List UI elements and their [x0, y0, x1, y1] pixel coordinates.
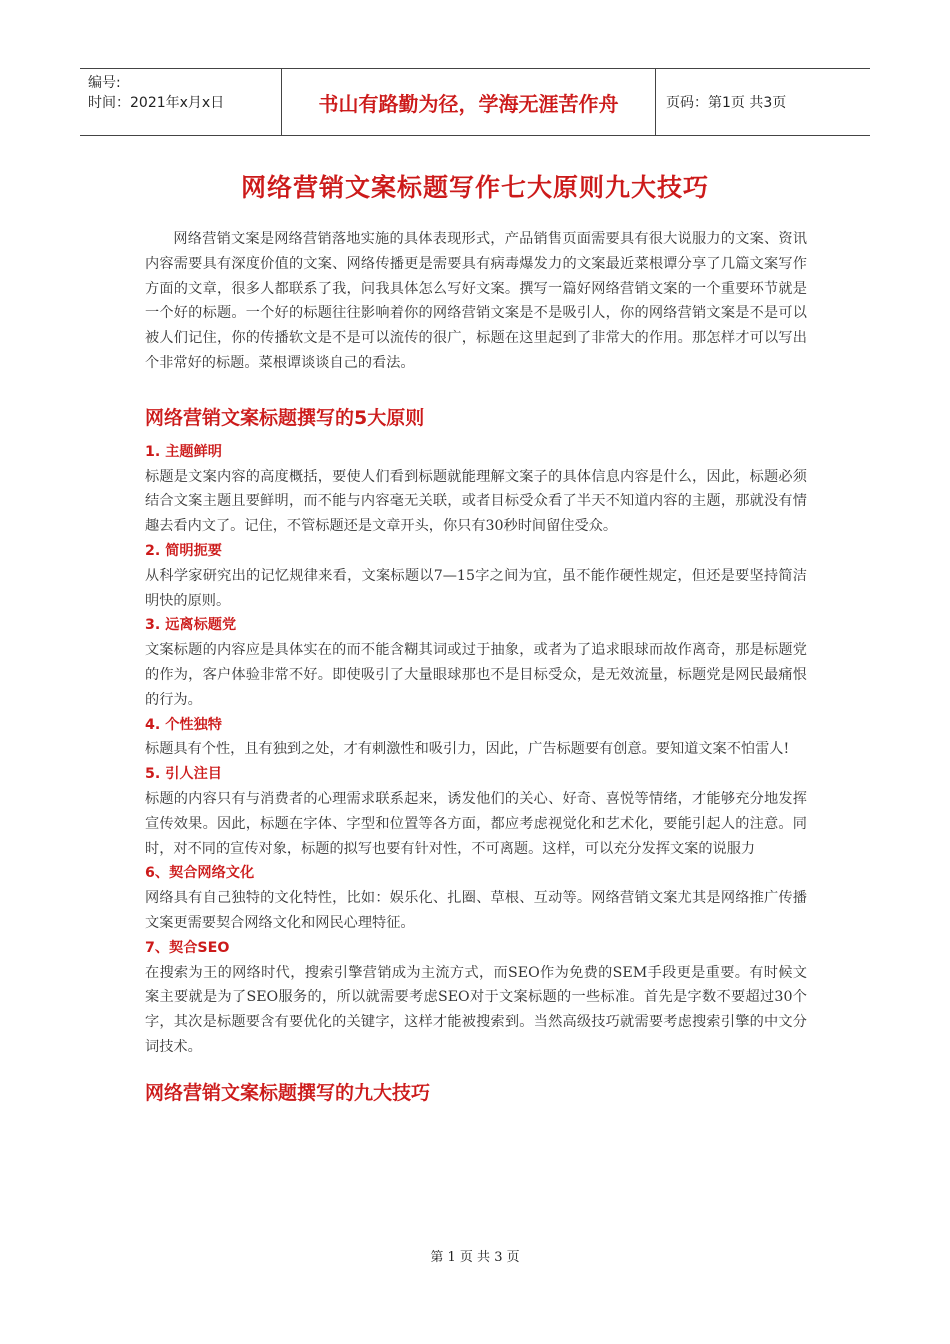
principle-body: 文案标题的内容应是具体实在的而不能含糊其词或过于抽象，或者为了追求眼球而故作离奇，那是标题党的作为，客户体验非常不好。即使吸引了大量眼球那也不是目标受众，是无效流量，标题党是网民最痛恨的行为。 [145, 642, 807, 708]
principle-body: 在搜索为王的网络时代，搜索引擎营销成为主流方式，而SEO作为免费的SEM手段更是重要。有时候文案主要就是为了SEO服务的，所以就需要考虑SEO对于文案标题的一些标准。首先是字数不要超过30个字，其次是标题要含有要优化的关键字，这样才能被搜索到。当然高级技巧就需要考虑搜索引擎的中文分词技术。 [145, 964, 807, 1055]
principle-body: 标题的内容只有与消费者的心理需求联系起来，诱发他们的关心、好奇、喜悦等情绪，才能够充分地发挥宣传效果。因此，标题在字体、字型和位置等各方面，都应考虑视觉化和艺术化，要能引起人的注意。同时，对不同的宣传对象，标题的拟写也要有针对性，不可离题。这样，可以充分发挥文案的说服力 [145, 790, 807, 857]
section-heading-principles: 网络营销文案标题撰写的5大原则 [145, 406, 425, 429]
principle-heading: 7、契合SEO [145, 939, 230, 956]
document-title: 网络营销文案标题写作七大原则九大技巧 [240, 173, 709, 202]
principle-heading: 2. 简明扼要 [145, 542, 222, 559]
principle-list [145, 440, 807, 1060]
principle-body: 标题具有个性，且有独到之处，才有刺激性和吸引力，因此，广告标题要有创意。要知道文案不怕雷人! [145, 741, 790, 758]
page-footer: 第 1 页 共 3 页 [430, 1250, 520, 1265]
principle-heading: 4. 个性独特 [145, 716, 222, 733]
principle-heading: 3. 远离标题党 [145, 617, 237, 634]
time-label: 时间：2021年x月x日 [88, 95, 225, 111]
intro-paragraph: 网络营销文案是网络营销落地实施的具体表现形式，产品销售页面需要具有很大说服力的文案、资讯内容需要具有深度价值的文案、网络传播更是需要具有病毒爆发力的文案最近菜根谭分享了几篇文案写作方面的文章，很多人都联系了我，问我具体怎么写好文案。撰写一篇好网络营销文案的一个重要环节就是一个好的标题。一个好的标题往往影响着你的网络营销文案是不是吸引人，你的网络营销文案是不是可以被人们记住，你的传播软文是不是可以流传的很广，标题在这里起到了非常大的作用。那怎样才可以写出个非常好的标题。菜根谭谈谈自己的看法。 [145, 231, 807, 371]
header-motto: 书山有路勤为径，学海无涯苦作舟 [282, 69, 656, 135]
principle-heading: 5. 引人注目 [145, 766, 222, 783]
principle-heading: 6、契合网络文化 [145, 865, 255, 882]
principle-body: 从科学家研究出的记忆规律来看，文案标题以7—15字之间为宜，虽不能作硬性规定，但还是要坚持简洁明快的原则。 [145, 567, 807, 609]
section-heading-techniques: 网络营销文案标题撰写的九大技巧 [145, 1081, 431, 1104]
page-header [80, 68, 870, 136]
number-label: 编号: [88, 75, 121, 91]
principle-body: 标题是文案内容的高度概括，要使人们看到标题就能理解文案子的具体信息内容是什么，因此，标题必须结合文案主题且要鲜明，而不能与内容毫无关联，或者目标受众看了半天不知道内容的主题，那就没有情趣去看内文了。记住，不管标题还是文章开头，你只有30秒时间留住受众。 [145, 468, 807, 535]
principle-body: 网络具有自己独特的文化特性，比如：娱乐化、扎圈、草根、互动等。网络营销文案尤其是网络推广传播文案更需要契合网络文化和网民心理特征。 [145, 890, 807, 931]
header-page-info: 页码：第1页 共3页 [666, 95, 787, 111]
principle-heading: 1. 主题鲜明 [145, 443, 222, 460]
document-body [145, 227, 807, 1105]
header-meta [80, 69, 282, 135]
